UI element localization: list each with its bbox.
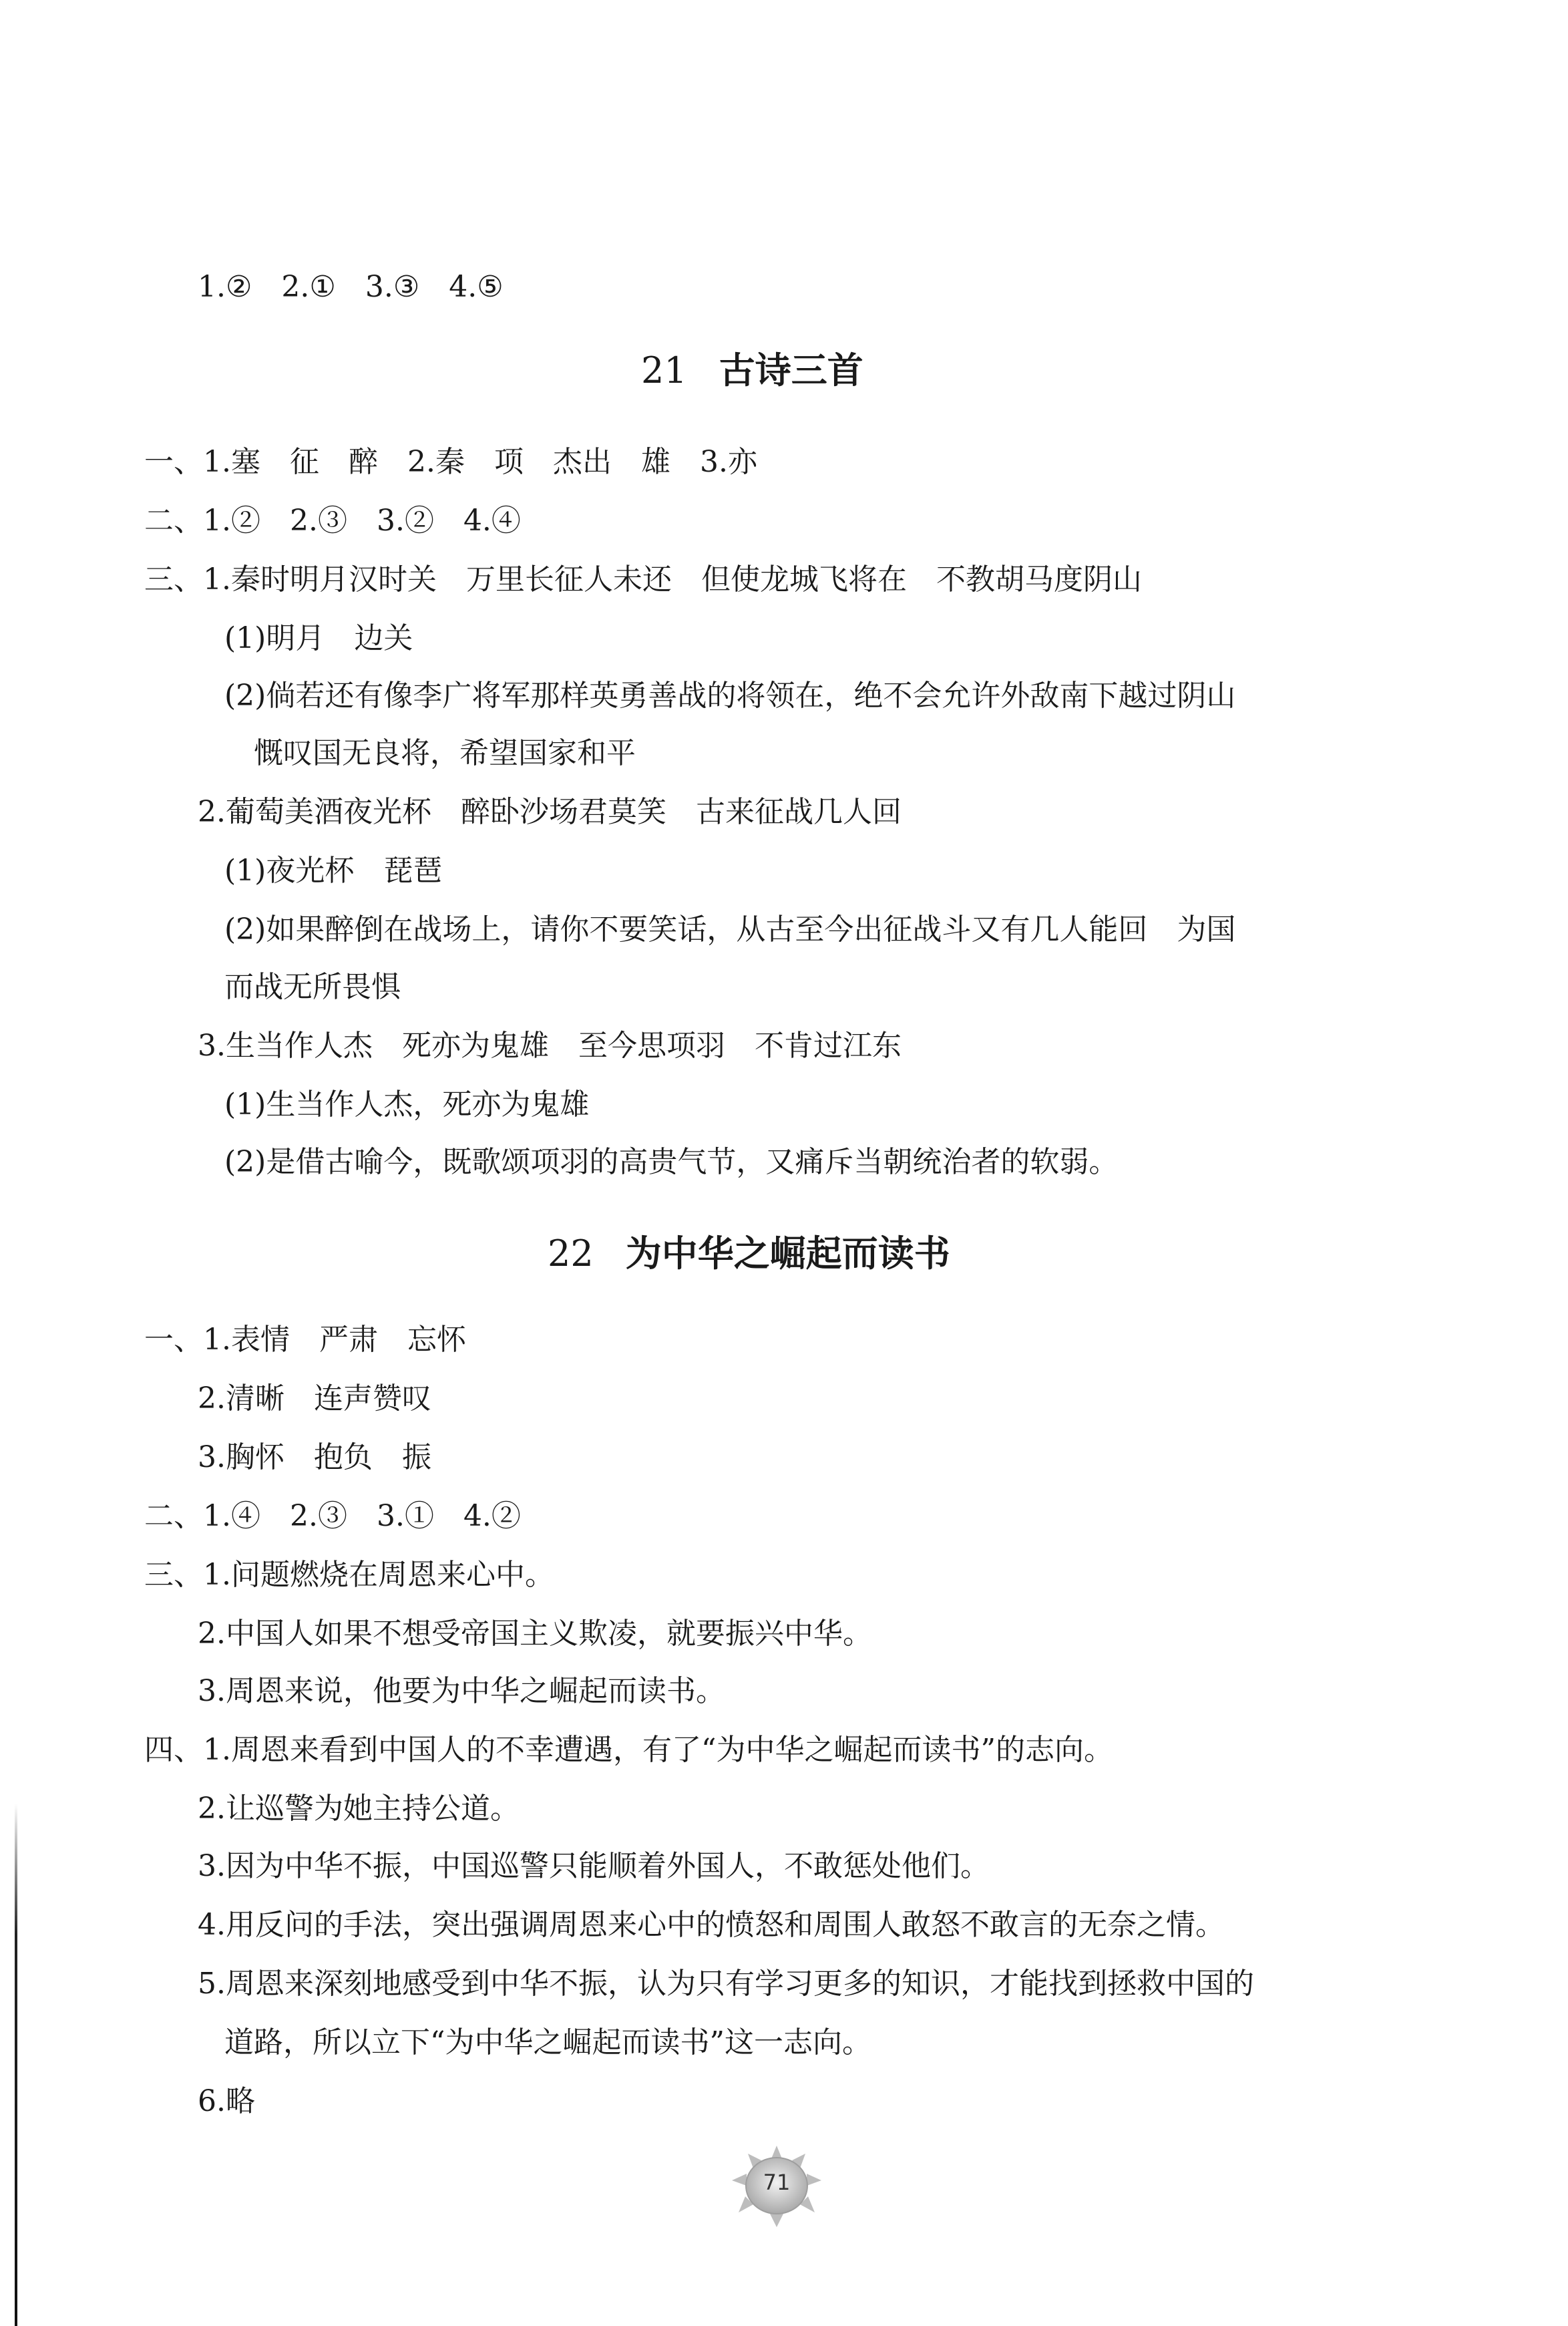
answer-line: 二、1.② 2.③ 3.② 4.④ bbox=[144, 504, 521, 538]
answer-line: 6.略 bbox=[198, 2084, 255, 2118]
answer-line: (1)夜光杯 琵琶 bbox=[224, 854, 443, 888]
answer-line: 三、1.秦时明月汉时关 万里长征人未还 但使龙城飞将在 不教胡马度阴山 bbox=[144, 562, 1142, 597]
section-heading-21 bbox=[641, 347, 863, 394]
answer-line: 2.中国人如果不想受帝国主义欺凌，就要振兴中华。 bbox=[198, 1617, 872, 1651]
answer-line: 一、1.塞 征 醉 2.秦 项 杰出 雄 3.亦 bbox=[144, 445, 757, 479]
section-heading-22 bbox=[548, 1230, 950, 1277]
answer-line: (1)明月 边关 bbox=[224, 621, 413, 655]
answer-line: (2)倘若还有像李广将军那样英勇善战的将领在，绝不会允许外敌南下越过阴山 bbox=[224, 679, 1236, 713]
answer-line: 二、1.④ 2.③ 3.① 4.② bbox=[144, 1499, 521, 1533]
answer-line: 1.② 2.① 3.③ 4.⑤ bbox=[198, 270, 504, 304]
answer-line: 一、1.表情 严肃 忘怀 bbox=[144, 1323, 466, 1357]
answer-line: 2.清晰 连声赞叹 bbox=[198, 1381, 431, 1416]
answer-line: (2)是借古喻今，既歌颂项羽的高贵气节，又痛斥当朝统治者的软弱。 bbox=[224, 1145, 1119, 1179]
answer-line: 4.用反问的手法，突出强调周恩来心中的愤怒和周围人敢怒不敢言的无奈之情。 bbox=[198, 1908, 1225, 1942]
page-number-badge bbox=[727, 2143, 827, 2230]
section-number: 21 bbox=[641, 349, 687, 391]
answer-line: 2.让巡警为她主持公道。 bbox=[198, 1792, 520, 1826]
answer-line: (2)如果醉倒在战场上，请你不要笑话，从古至今出征战斗又有几人能回 为国 bbox=[224, 912, 1236, 947]
answer-line: 三、1.问题燃烧在周恩来心中。 bbox=[144, 1558, 554, 1592]
answer-line: 慨叹国无良将，希望国家和平 bbox=[254, 736, 636, 770]
section-title: 为中华之崛起而读书 bbox=[625, 1232, 950, 1275]
answer-line: 而战无所畏惧 bbox=[224, 970, 401, 1004]
answer-line: 道路，所以立下“为中华之崛起而读书”这一志向。 bbox=[224, 2025, 871, 2059]
answer-line: 3.因为中华不振，中国巡警只能顺着外国人，不敢惩处他们。 bbox=[198, 1849, 990, 1883]
answer-line: 3.生当作人杰 死亦为鬼雄 至今思项羽 不肯过江东 bbox=[198, 1029, 902, 1063]
answer-line: 5.周恩来深刻地感受到中华不振，认为只有学习更多的知识，才能找到拯救中国的 bbox=[198, 1967, 1254, 2001]
answer-line: 3.周恩来说，他要为中华之崛起而读书。 bbox=[198, 1674, 725, 1708]
answer-line: (1)生当作人杰，死亦为鬼雄 bbox=[224, 1088, 590, 1122]
answer-line: 3.胸怀 抱负 振 bbox=[198, 1440, 431, 1474]
section-title: 古诗三首 bbox=[719, 349, 863, 391]
page-number: 71 bbox=[763, 2170, 791, 2195]
answer-line: 四、1.周恩来看到中国人的不幸遭遇，有了“为中华之崛起而读书”的志向。 bbox=[144, 1733, 1113, 1767]
page-edge-line bbox=[15, 1804, 17, 2326]
section-number: 22 bbox=[548, 1232, 594, 1275]
answer-line: 2.葡萄美酒夜光杯 醉卧沙场君莫笑 古来征战几人回 bbox=[198, 795, 902, 829]
